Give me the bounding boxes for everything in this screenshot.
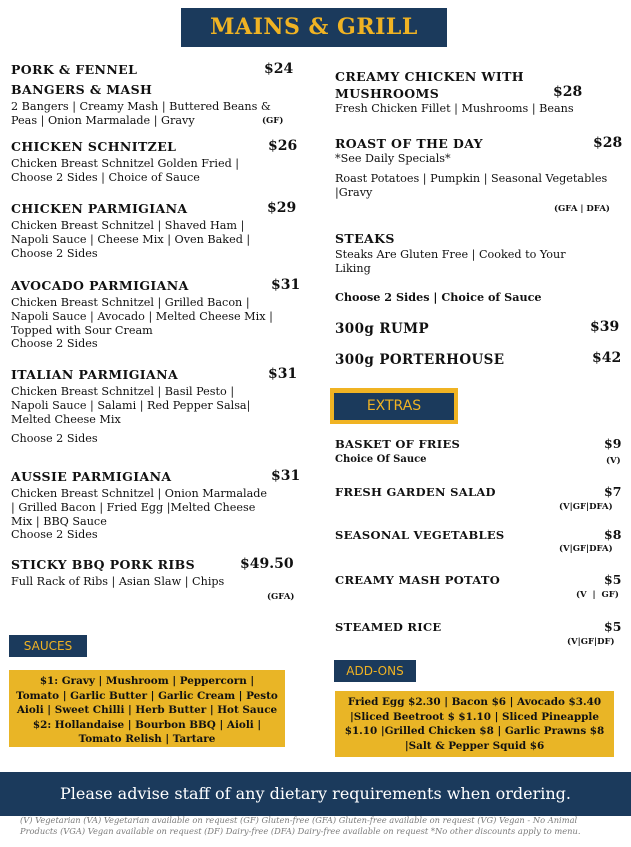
item-name: BANGERS & MASH bbox=[11, 82, 153, 97]
diet-tag: (V|GF|DF) bbox=[567, 637, 615, 647]
item-price: $31 bbox=[271, 468, 301, 484]
daily-specials-note: *See Daily Specials* bbox=[335, 152, 451, 165]
menu-title: MAINS & GRILL bbox=[181, 8, 447, 47]
extra-sub: Choice Of Sauce bbox=[335, 454, 427, 465]
dietary-legend bbox=[20, 815, 620, 837]
item-desc: |Gravy bbox=[335, 186, 373, 199]
extra-price: $7 bbox=[604, 484, 622, 499]
diet-tag: (GF) bbox=[262, 116, 284, 126]
item-desc: Full Rack of Ribs | Asian Slaw | Chips bbox=[11, 575, 225, 588]
item-desc: Chicken Breast Schnitzel | Shaved Ham | bbox=[11, 219, 245, 232]
steaks-sides-note: Choose 2 Sides | Choice of Sauce bbox=[335, 290, 542, 304]
extra-price: $5 bbox=[604, 572, 622, 587]
item-name: 300g RUMP bbox=[335, 321, 430, 337]
item-price: $28 bbox=[553, 84, 583, 100]
sauces-line: $1: Gravy | Mushroom | Peppercorn | bbox=[39, 675, 255, 687]
item-name: AVOCADO PARMIGIANA bbox=[11, 278, 189, 293]
diet-tag: (GFA | DFA) bbox=[554, 204, 610, 214]
legend-line: Products (VGA) Vegan available on request (DF) Dairy-free (DFA) Dairy-free available on request *No other discounts apply to menu. bbox=[20, 826, 581, 836]
item-desc: Chicken Breast Schnitzel Golden Fried | bbox=[11, 157, 240, 170]
item-desc: Peas | Onion Marmalade | Gravy bbox=[11, 114, 195, 127]
item-desc: Chicken Breast Schnitzel | Onion Marmalade bbox=[11, 487, 268, 500]
extra-name: BASKET OF FRIES bbox=[335, 437, 461, 451]
diet-tag: (GFA) bbox=[267, 592, 295, 602]
item-name: 300g PORTERHOUSE bbox=[335, 352, 505, 368]
diet-tag: (V|GF|DFA) bbox=[559, 544, 613, 554]
sauces-line: Tomato Relish | Tartare bbox=[78, 733, 216, 746]
item-desc: Choose 2 Sides bbox=[11, 432, 98, 445]
item-price: $29 bbox=[267, 200, 297, 216]
item-desc: Chicken Breast Schnitzel | Basil Pesto | bbox=[11, 385, 235, 398]
item-desc: | Grilled Bacon | Fried Egg |Melted Cheese bbox=[11, 501, 256, 514]
addons-line: |Salt & Pepper Squid $6 bbox=[404, 739, 545, 752]
item-desc: Melted Cheese Mix bbox=[11, 413, 121, 426]
item-price: $31 bbox=[268, 366, 298, 382]
item-name: STICKY BBQ PORK RIBS bbox=[11, 557, 196, 572]
diet-tag: (V|GF|DFA) bbox=[559, 502, 613, 512]
item-price: $31 bbox=[271, 277, 301, 293]
item-desc: Fresh Chicken Fillet | Mushrooms | Beans bbox=[335, 102, 574, 115]
item-desc: Roast Potatoes | Pumpkin | Seasonal Vegetables bbox=[335, 172, 608, 185]
diet-tag: (V | GF) bbox=[576, 590, 619, 600]
extra-name: FRESH GARDEN SALAD bbox=[335, 485, 496, 499]
item-desc: 2 Bangers | Creamy Mash | Buttered Beans & bbox=[11, 100, 271, 113]
item-desc: Choose 2 Sides bbox=[11, 247, 98, 260]
sauces-line: Aioli | Sweet Chilli | Herb Butter | Hot Sauce bbox=[16, 704, 278, 717]
extra-name: CREAMY MASH POTATO bbox=[335, 573, 501, 587]
sauces-header: SAUCES bbox=[9, 635, 87, 657]
item-name: AUSSIE PARMIGIANA bbox=[11, 469, 172, 484]
item-desc: Mix | BBQ Sauce bbox=[11, 515, 107, 528]
addons-line: $1.10 |Grilled Chicken $8 | Garlic Prawns $8 bbox=[344, 725, 605, 738]
item-desc: Chicken Breast Schnitzel | Grilled Bacon | bbox=[11, 296, 250, 309]
item-price: $49.50 bbox=[240, 556, 294, 572]
addons-header: ADD-ONS bbox=[334, 660, 416, 682]
item-name: CHICKEN PARMIGIANA bbox=[11, 201, 188, 216]
item-name: CHICKEN SCHNITZEL bbox=[11, 139, 177, 154]
item-price: $24 bbox=[264, 61, 294, 77]
sauces-line: Tomato | Garlic Butter | Garlic Cream | Pesto bbox=[16, 689, 278, 702]
extra-price: $9 bbox=[604, 436, 622, 451]
item-desc: Steaks Are Gluten Free | Cooked to Your bbox=[335, 248, 566, 261]
item-price: $26 bbox=[268, 138, 298, 154]
item-desc: Choose 2 Sides | Choice of Sauce bbox=[11, 171, 200, 184]
item-desc: Napoli Sauce | Cheese Mix | Oven Baked | bbox=[11, 233, 251, 246]
item-price: $39 bbox=[590, 319, 620, 335]
item-name: MUSHROOMS bbox=[335, 86, 440, 101]
item-desc: Choose 2 Sides bbox=[11, 528, 98, 541]
sauces-box bbox=[9, 670, 285, 747]
diet-tag: (V) bbox=[606, 456, 621, 466]
dietary-notice: Please advise staff of any dietary requirements when ordering. bbox=[0, 772, 631, 816]
item-desc: Choose 2 Sides bbox=[11, 337, 98, 350]
sauces-line: $2: Hollandaise | Bourbon BBQ | Aioli | bbox=[32, 718, 262, 731]
item-name: ITALIAN PARMIGIANA bbox=[11, 367, 179, 382]
item-price: $42 bbox=[592, 350, 622, 366]
item-name: CREAMY CHICKEN WITH bbox=[335, 69, 524, 84]
item-name: ROAST OF THE DAY bbox=[335, 136, 484, 151]
addons-box bbox=[335, 691, 614, 757]
extra-price: $8 bbox=[604, 527, 622, 542]
item-desc: Napoli Sauce | Salami | Red Pepper Salsa| bbox=[11, 399, 251, 412]
item-name: STEAKS bbox=[335, 231, 395, 246]
item-desc: Napoli Sauce | Avocado | Melted Cheese Mix | bbox=[11, 310, 273, 323]
extra-name: SEASONAL VEGETABLES bbox=[335, 528, 505, 542]
addons-line: |Sliced Beetroot $ $1.10 | Sliced Pineapple bbox=[350, 710, 599, 723]
item-desc: Topped with Sour Cream bbox=[11, 324, 153, 337]
extras-header: EXTRAS bbox=[334, 393, 454, 420]
addons-line: Fried Egg $2.30 | Bacon $6 | Avocado $3.40 bbox=[347, 696, 602, 708]
extra-name: STEAMED RICE bbox=[335, 620, 442, 634]
extra-price: $5 bbox=[604, 619, 622, 634]
item-name: PORK & FENNEL bbox=[11, 62, 138, 77]
item-desc: Liking bbox=[335, 262, 371, 275]
item-price: $28 bbox=[593, 135, 623, 151]
legend-line: (V) Vegetarian (VA) Vegetarian available on request (GF) Gluten-free (GFA) Gluten-free available on request (VG) Vegan - No Animal bbox=[20, 815, 578, 825]
